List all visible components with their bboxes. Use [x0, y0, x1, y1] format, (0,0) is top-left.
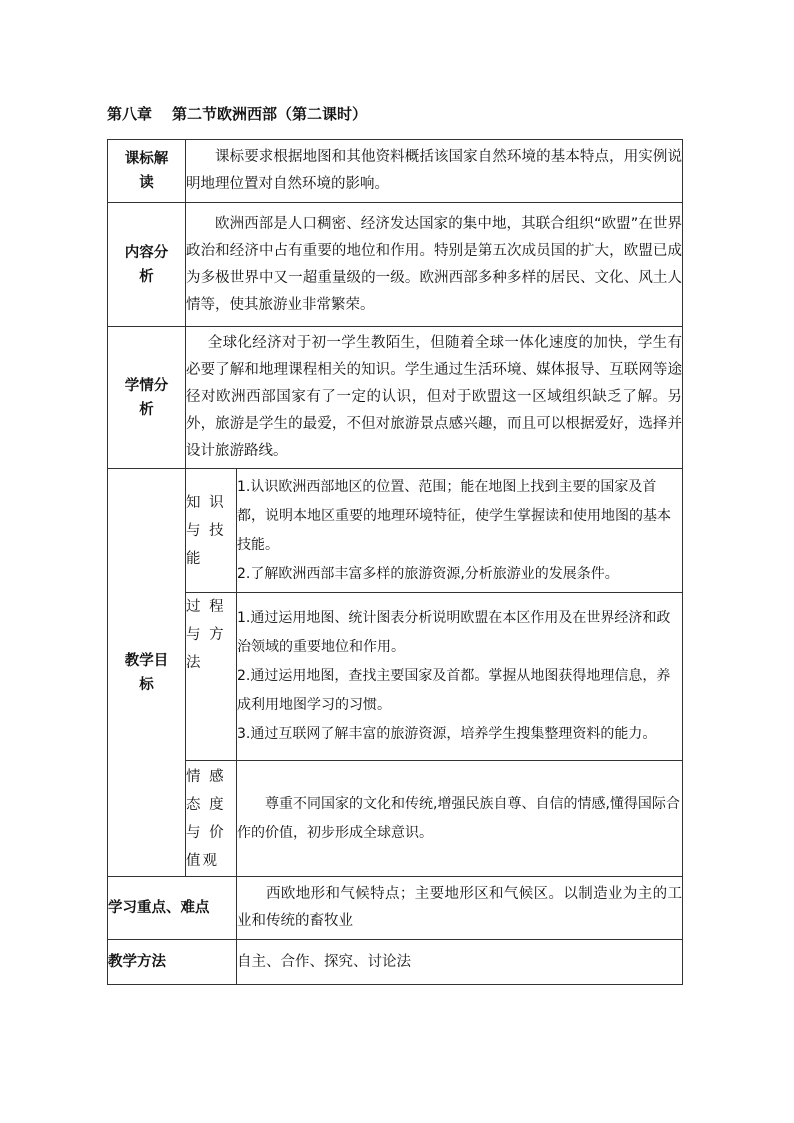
- text-standard: 课标要求根据地图和其他资料概括该国家自然环境的基本特点，用实例说明地理位置对自然环境的影响。: [186, 140, 683, 203]
- goals-knowledge-items: [237, 469, 683, 593]
- section-title: 第二节欧洲西部（第二课时）: [172, 105, 368, 123]
- label-keypoints: 学习重点、难点: [108, 877, 237, 940]
- text-methods: 自主、合作、探究、讨论法: [237, 940, 683, 985]
- list-item: 尊重不同国家的文化和传统,增强民族自尊、自信的情感,懂得国际合作的价值，初步形成全球意识。: [237, 795, 680, 841]
- row-goals-attitude: [108, 761, 683, 877]
- list-item: 1.认识欧洲西部地区的位置、范围；能在地图上找到主要的国家及首都，说明本地区重要的地理环境特征，使学生掌握读和使用地图的基本技能。: [237, 478, 671, 553]
- sublabel-knowledge: 知 识 与 技 能: [186, 469, 237, 593]
- label-methods: 教学方法: [108, 940, 237, 985]
- list-item: 1.通过运用地图、统计图表分析说明欧盟在本区作用及在世界经济和政治领域的重要地位和作用。: [237, 610, 671, 655]
- row-goals-knowledge: [108, 469, 683, 593]
- page-title: [107, 103, 367, 124]
- row-keypoints: [108, 877, 683, 940]
- list-item: 3.通过互联网了解丰富的旅游资源，培养学生搜集整理资料的能力。: [237, 726, 657, 742]
- row-methods: [108, 940, 683, 985]
- goals-attitude-items: [237, 761, 683, 877]
- label-students: 学情分 析: [108, 327, 186, 469]
- row-students: [108, 327, 683, 469]
- row-standard: [108, 140, 683, 203]
- label-goals: 教学目 标: [108, 469, 186, 877]
- list-item: 2.了解欧洲西部丰富多样的旅游资源,分析旅游业的发展条件。: [237, 565, 619, 582]
- text-keypoints: 西欧地形和气候特点；主要地形区和气候区。以制造业为主的工业和传统的畜牧业: [237, 877, 683, 940]
- row-goals-process: [108, 593, 683, 761]
- row-content: [108, 203, 683, 327]
- goals-process-items: [237, 593, 683, 761]
- text-content: 欧洲西部是人口稠密、经济发达国家的集中地，其联合组织“欧盟”在世界政治和经济中占有重要的地位和作用。特别是第五次成员国的扩大，欧盟已成为多极世界中又一超重量级的一级。欧洲西部多种多样的居民、文化、风土人情等，使其旅游业非常繁荣。: [186, 203, 683, 327]
- sublabel-attitude: 情 感 态 度 与 价 值观: [186, 761, 237, 877]
- text-students: 全球化经济对于初一学生教陌生，但随着全球一体化速度的加快，学生有必要了解和地理课程相关的知识。学生通过生活环境、媒体报导、互联网等途径对欧洲西部国家有了一定的认识，但对于欧盟这一区域组织缺乏了解。另外，旅游是学生的最爱，不但对旅游景点感兴趣，而且可以根据爱好，选择并设计旅游路线。: [186, 327, 683, 469]
- list-item: 2.通过运用地图，查找主要国家及首都。掌握从地图获得地理信息，养成利用地图学习的习惯。: [237, 668, 671, 713]
- lesson-plan-table: [107, 139, 683, 985]
- sublabel-process: 过 程 与 方 法: [186, 593, 237, 761]
- label-content: 内容分 析: [108, 203, 186, 327]
- chapter-title: 第八章: [107, 105, 153, 123]
- label-standard: 课标解 读: [108, 140, 186, 203]
